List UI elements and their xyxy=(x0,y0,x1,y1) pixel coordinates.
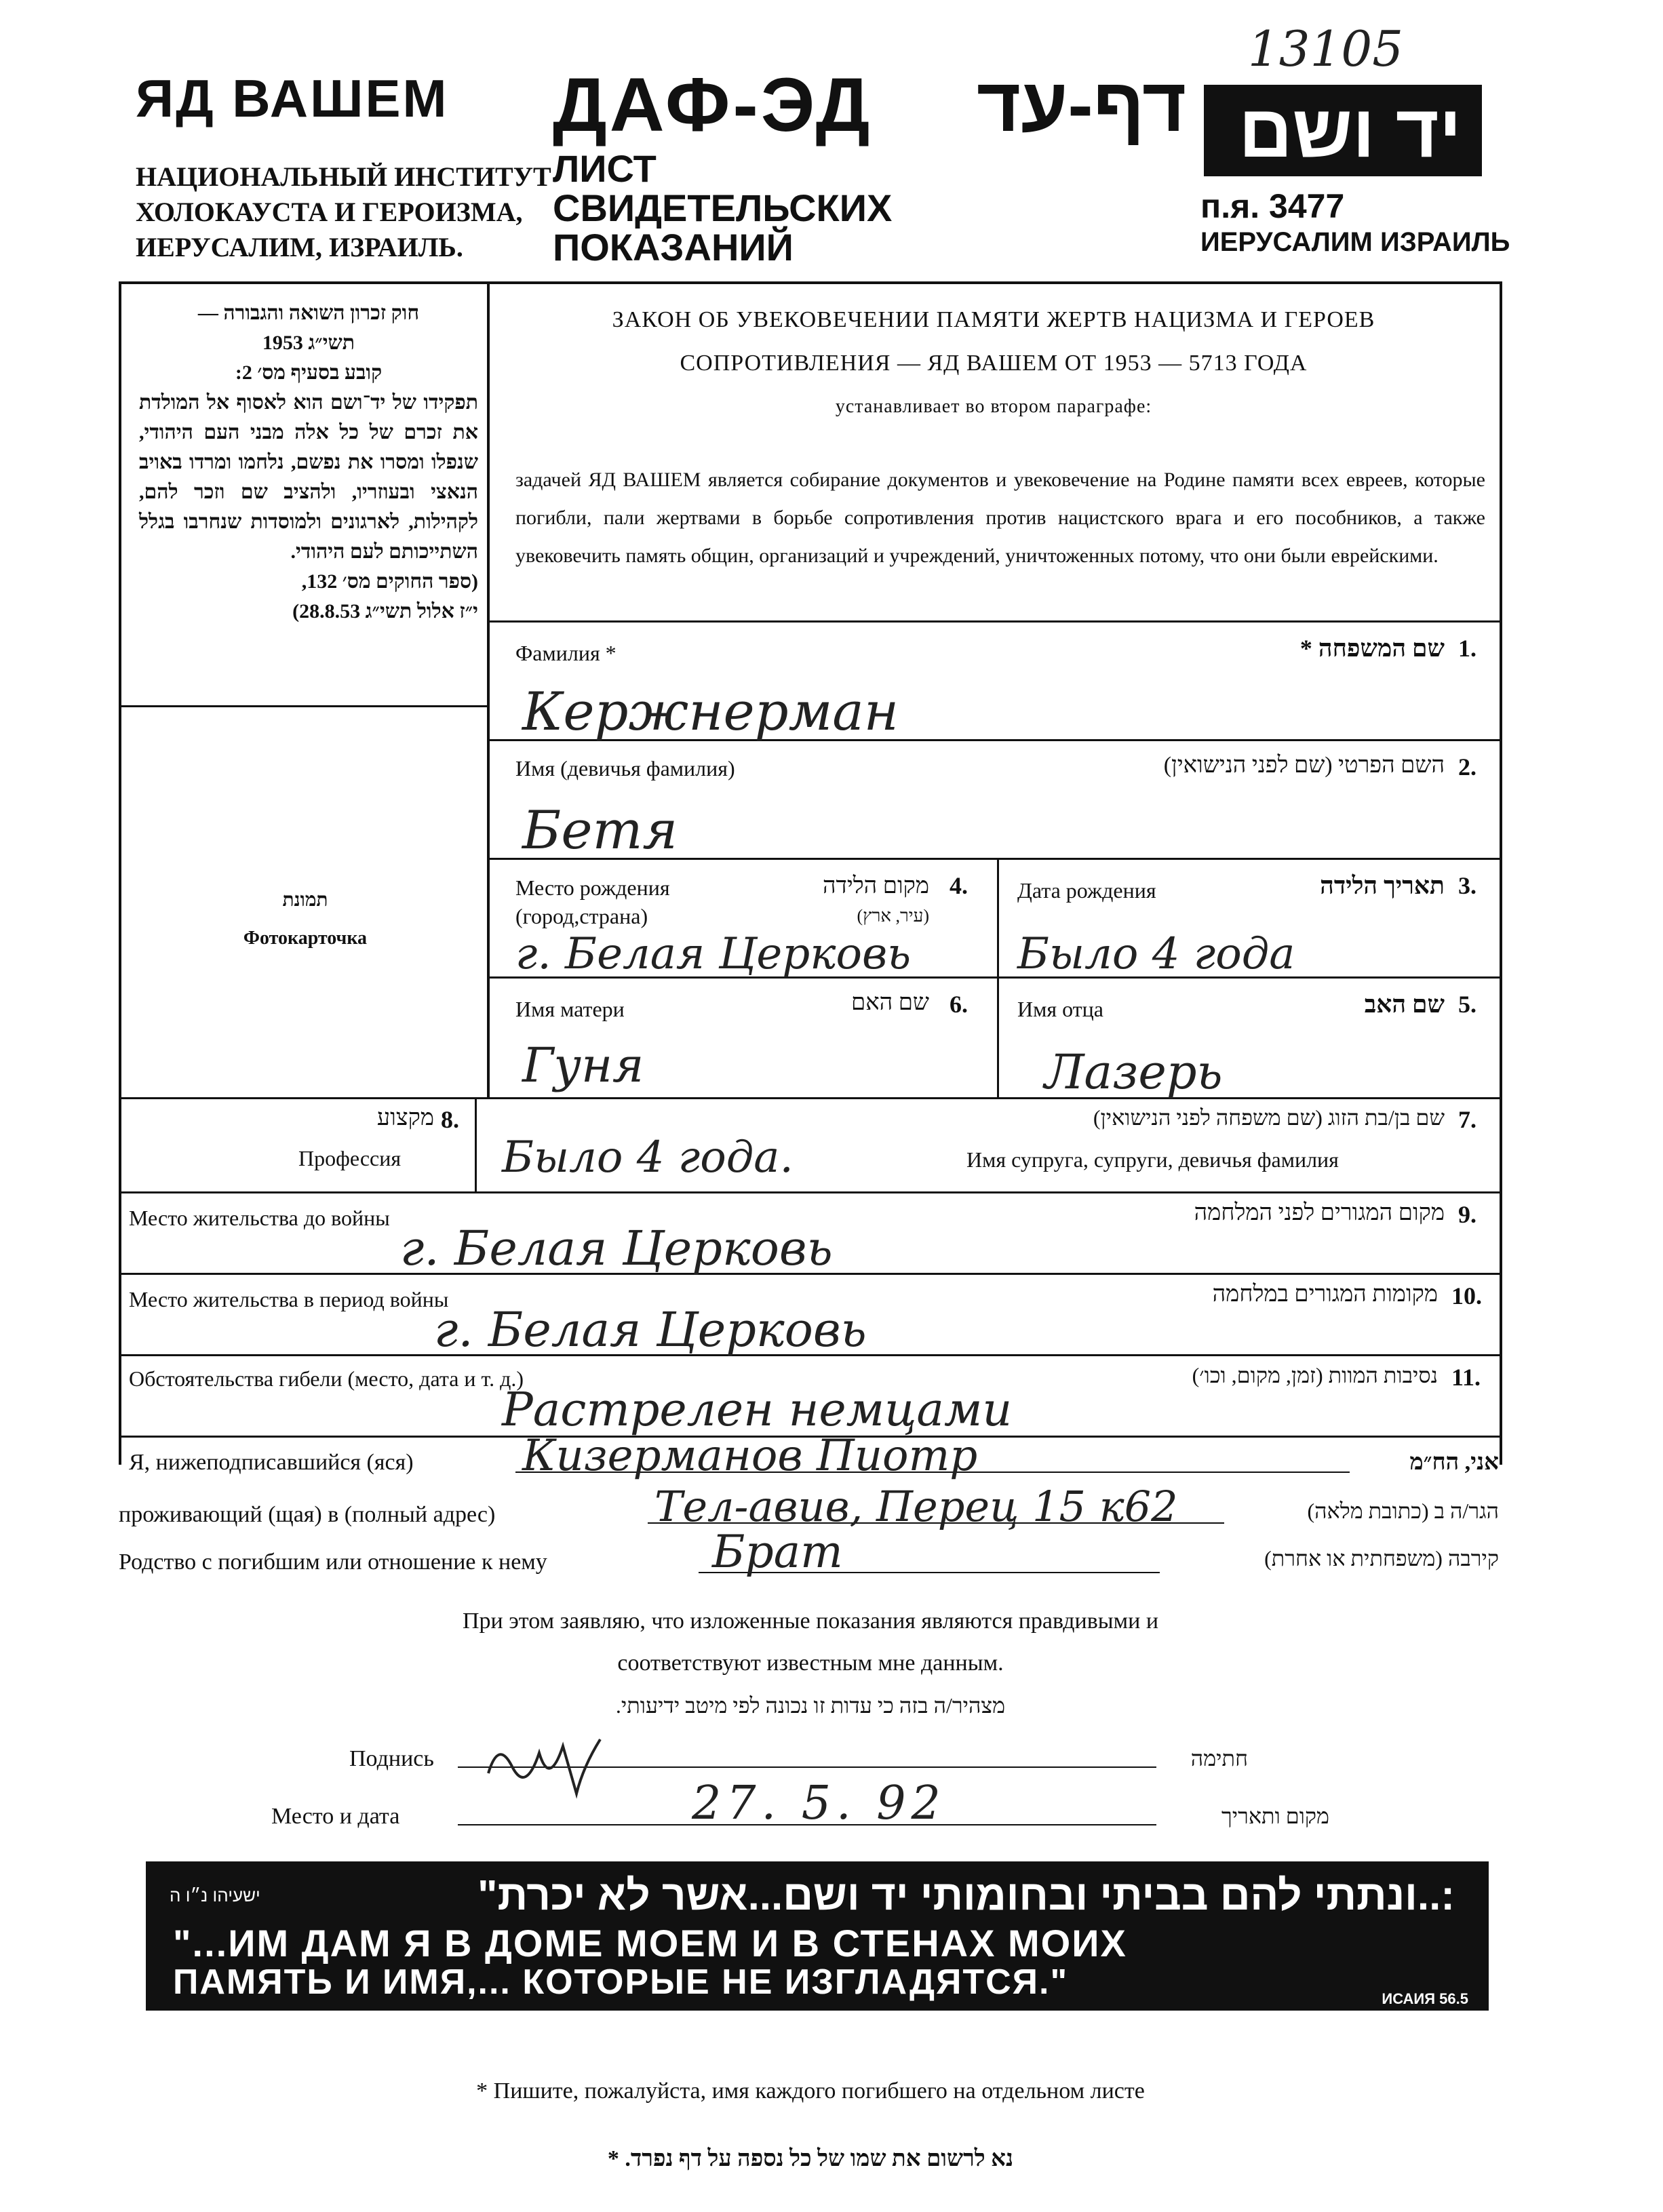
footnote-ru: * Пишите, пожалуйста, имя каждого погибшего на отдельном листе xyxy=(476,2078,1145,2104)
photo-label-he: תמונת xyxy=(282,890,328,911)
witness-relation-label-he: קירבה (משפחתית או אחרת) xyxy=(1264,1546,1499,1571)
field-11-value[interactable]: Растрелен немцами xyxy=(502,1383,1013,1437)
law-he-year: תשי״ג 1953 xyxy=(262,332,355,354)
org-description xyxy=(136,159,551,265)
field-4-label xyxy=(515,873,670,930)
signature-label: Поднись xyxy=(349,1746,434,1771)
banner-russian-ref: ИСАИЯ 56.5 xyxy=(1382,1990,1468,2007)
field-5-label-he: שם האב xyxy=(1364,991,1445,1018)
field-5-value[interactable]: Лазерь xyxy=(1044,1044,1223,1100)
law-he-title: חוק זכרון השואה והגבורה — xyxy=(197,302,420,324)
form-title: ДАФ-ЭД xyxy=(553,62,873,147)
witness-address-value[interactable]: Тел-авив, Перец 15 к62 xyxy=(654,1482,1178,1531)
law-he-source: (ספר החוקים מס׳ 132, xyxy=(301,570,478,593)
logo-text: יד ושם xyxy=(1238,90,1462,173)
field-9-number: 9. xyxy=(1458,1201,1476,1228)
field-5-label: Имя отца xyxy=(1017,997,1103,1021)
field-5-number: 5. xyxy=(1458,991,1476,1018)
place-date-value[interactable]: 27. 5. 92 xyxy=(692,1777,946,1830)
witness-relation-value[interactable]: Брат xyxy=(712,1526,843,1578)
place-date-label: Место и дата xyxy=(271,1804,400,1829)
photo-label-ru: Фотокарточка xyxy=(243,928,368,949)
city: ИЕРУСАЛИМ ИЗРАИЛЬ xyxy=(1200,227,1510,257)
field-6-value[interactable]: Гуня xyxy=(522,1038,644,1093)
field-1-number: 1. xyxy=(1458,635,1476,662)
field-6-label: Имя матери xyxy=(515,997,625,1021)
field-4-label-line: Место рождения xyxy=(515,875,670,900)
field-3-label: Дата рождения xyxy=(1017,878,1156,903)
form-title-hebrew: דף-עד xyxy=(977,62,1187,147)
declaration xyxy=(119,1600,1502,1726)
signature-label-he: חתימה xyxy=(1190,1746,1248,1771)
field-3-number: 3. xyxy=(1458,872,1476,899)
signature-mark[interactable] xyxy=(475,1726,610,1814)
field-4-number: 4. xyxy=(950,872,968,899)
law-russian xyxy=(502,298,1485,429)
declaration-line: При этом заявляю, что изложенные показания являются правдивыми и xyxy=(462,1608,1159,1634)
witness-relation-label: Родство с погибшим или отношение к нему xyxy=(119,1549,547,1575)
declaration-line: соответствуют известным мне данным. xyxy=(617,1651,1004,1676)
field-8-label-he: מקצוע xyxy=(376,1105,434,1130)
form-subtitle-line: ЛИСТ xyxy=(553,147,657,190)
banner-hebrew: :..ונתתי להם בביתי ובחומותי יד ושם...אשר לא יכרת" xyxy=(477,1872,1455,1919)
field-2-label-he: השם הפרטי (שם לפני הנישואין) xyxy=(1163,753,1445,778)
field-8-label: Профессия xyxy=(298,1146,402,1170)
field-3-label-he: תאריך הלידה xyxy=(1320,872,1445,899)
org-desc-line: ИЕРУСАЛИМ, ИЗРАИЛЬ. xyxy=(136,232,463,262)
field-1-label-he: שם המשפחה * xyxy=(1299,635,1445,662)
footnote-he: נא לרשום את שמו של כל נספה על דף נפרד. * xyxy=(607,2146,1014,2171)
field-7-value[interactable]: Было 4 года. xyxy=(502,1132,794,1183)
law-ru-line: ЗАКОН ОБ УВЕКОВЕЧЕНИИ ПАМЯТИ ЖЕРТВ НАЦИЗМА И ГЕРОЕВ xyxy=(612,307,1375,332)
org-desc-line: НАЦИОНАЛЬНЫЙ ИНСТИТУТ xyxy=(136,161,551,192)
po-box: п.я. 3477 xyxy=(1200,187,1345,225)
field-9-value[interactable]: г. Белая Церковь xyxy=(400,1221,833,1276)
field-4-label-he-line: מקום הלידה xyxy=(822,873,929,898)
field-11-number: 11. xyxy=(1451,1364,1481,1391)
law-ru-line: устанавливает во втором параграфе: xyxy=(835,396,1152,417)
banner xyxy=(146,1861,1489,2011)
field-10-label-he: מקומות המגורים במלחמה xyxy=(1212,1282,1438,1307)
field-4-label-line: (город,страна) xyxy=(515,904,648,928)
witness-name-label-he: אני, הח״מ xyxy=(1409,1450,1499,1475)
field-7-label-he: שם בן/בת הזוג (שם משפחה לפני הנישואין) xyxy=(1093,1105,1445,1130)
field-7-label: Имя супруга, супруги, девичья фамилия xyxy=(966,1147,1339,1172)
field-6-label-he: שם האם xyxy=(851,990,929,1015)
field-6-number: 6. xyxy=(950,991,968,1018)
law-he-body: תפקידו של יד־ושם הוא לאסוף אל המולדת את זכרם של כל אלה מבני העם היהודי, שנפלו ומסרו את נפשם, נלחמו ומרדו באויב הנאצי ובעוזריו, ולהציב שם וזכר להם, לקהילות, לארגונים ולמוסדות שנחרבו בגלל השתייכותם לעם היהודי. xyxy=(139,391,478,563)
law-he-clause: קובע בסעיף מס׳ 2: xyxy=(235,361,383,384)
field-8-number: 8. xyxy=(441,1106,459,1133)
form-subtitle-line: ПОКАЗАНИЙ xyxy=(553,226,794,269)
law-hebrew xyxy=(139,298,478,627)
law-he-date: י״ז אלול תשי״ג 28.8.53) xyxy=(292,600,478,623)
place-date-label-he: מקום ותאריך xyxy=(1221,1804,1329,1828)
field-10-number: 10. xyxy=(1451,1282,1482,1309)
org-name: ЯД ВАШЕМ xyxy=(136,68,449,128)
witness-address-label: проживающий (щая) в (полный адрес) xyxy=(119,1502,496,1527)
field-2-label: Имя (девичья фамилия) xyxy=(515,756,735,781)
field-9-label-he: מקום המגורים לפני המלחמה xyxy=(1194,1200,1445,1225)
form-subtitle-line: СВИДЕТЕЛЬСКИХ xyxy=(553,186,893,229)
field-4-label-he xyxy=(732,871,929,931)
field-10-value[interactable]: г. Белая Церковь xyxy=(434,1302,867,1358)
photo-placeholder xyxy=(125,882,485,957)
field-7-number: 7. xyxy=(1458,1106,1476,1133)
witness-name-label: Я, нижеподписавшийся (яся) xyxy=(129,1450,414,1475)
field-4-value[interactable]: г. Белая Церковь xyxy=(515,929,912,979)
banner-hebrew-ref: ישעיהו נ״ו ה xyxy=(170,1885,260,1905)
banner-russian-2: ПАМЯТЬ И ИМЯ,... КОТОРЫЕ НЕ ИЗГЛАДЯТСЯ." xyxy=(173,1962,1069,2002)
yad-vashem-logo xyxy=(1204,85,1482,176)
field-4-label-he-line: (עיר, ארץ) xyxy=(857,906,929,926)
field-9-label: Место жительства до войны xyxy=(129,1206,390,1230)
field-11-label: Обстоятельства гибели (место, дата и т. д.) xyxy=(129,1366,524,1391)
field-11-label-he: נסיבות המוות (זמן, מקום, וכו׳) xyxy=(1192,1363,1438,1387)
field-1-label: Фамилия * xyxy=(515,641,617,665)
archive-number: 13105 xyxy=(1248,20,1404,77)
field-2-number: 2. xyxy=(1458,753,1476,781)
declaration-he: מצהיר/ה בזה כי עדות זו נכונה לפי מיטב ידיעותי. xyxy=(615,1693,1006,1718)
banner-russian-1: "...ИМ ДАМ Я В ДОМЕ МОЕМ И В СТЕНАХ МОИХ xyxy=(173,1922,1127,1964)
witness-address-label-he: הגר/ה ב (כתובת מלאה) xyxy=(1307,1499,1499,1523)
law-ru-body: задачей ЯД ВАШЕМ является собирание документов и увековечение на Родине памяти всех евреев, которые погибли, пали жертвами в борьбе сопротивления против нацистского врага и его пособников, а также увековечить память общин, организаций и учреждений, уничтоженных потому, что они были еврейскими. xyxy=(515,469,1485,567)
form-subtitle xyxy=(553,149,892,267)
field-3-value[interactable]: Было 4 года xyxy=(1017,929,1295,979)
org-desc-line: ХОЛОКАУСТА И ГЕРОИЗМА, xyxy=(136,197,523,227)
field-10-label: Место жительства в период войны xyxy=(129,1287,449,1311)
field-2-value[interactable]: Бетя xyxy=(522,800,678,861)
law-ru-line: СОПРОТИВЛЕНИЯ — ЯД ВАШЕМ ОТ 1953 — 5713 ГОДА xyxy=(680,351,1308,376)
field-1-value[interactable]: Кержнерман xyxy=(522,682,899,743)
witness-name-value[interactable]: Кизерманов Пиотр xyxy=(522,1431,978,1481)
